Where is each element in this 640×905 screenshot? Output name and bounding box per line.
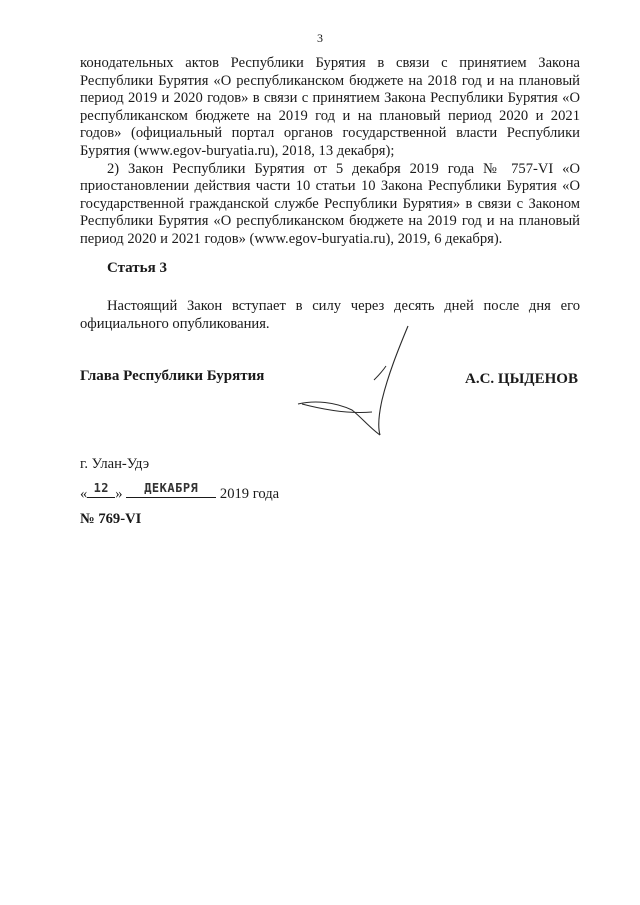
signer-name: А.С. ЦЫДЕНОВ — [465, 371, 578, 387]
year-text: 2019 года — [219, 486, 280, 502]
month-stamp: ДЕКАБРЯ — [144, 481, 199, 495]
article-heading: Статья 3 — [107, 260, 167, 276]
handwritten-signature — [290, 320, 420, 445]
page-number: 3 — [317, 31, 323, 45]
law-number: № 769-VI — [80, 511, 142, 527]
body-text — [80, 55, 580, 249]
day-field — [87, 483, 115, 498]
paragraph-item-2: 2) Закон Республики Бурятия от 5 декабря 2019 года № 757-VI «О приостановлении действия части 10 статьи 10 Закона Республики Бурятия «О государственной гражданской службе Республики Бурятия» в связи с Законом Республики Бурятия «О республиканском бюджете на 2019 год и на плановый период 2020 и 2021 годов» (www.egov-buryatia.ru), 2019, 6 декабря). — [80, 160, 580, 247]
day-stamp: 12 — [93, 481, 110, 495]
paragraph-continuation: конодательных актов Республики Бурятия в связи с принятием Закона Республики Бурятия «О республиканском бюджете на 2018 год и на плановый период 2019 и 2020 годов» в связи с принятием Закона Республики Бурятия «О республиканском бюджете на 2019 год и на плановый период 2020 и 2021 годов» (официальный портал органов государственной власти Республики Бурятия (www.egov-buryatia.ru), 2018, 13 декабря); — [80, 55, 580, 159]
date-close-quote: » — [115, 486, 123, 502]
month-field — [126, 483, 216, 498]
article-text: Настоящий Закон вступает в силу через десять дней после дня его официального опубликования. — [80, 298, 580, 332]
date-line — [80, 483, 279, 503]
signer-title: Глава Республики Бурятия — [80, 368, 265, 384]
date-open-quote: « — [80, 486, 88, 502]
city-line: г. Улан-Удэ — [80, 456, 150, 472]
